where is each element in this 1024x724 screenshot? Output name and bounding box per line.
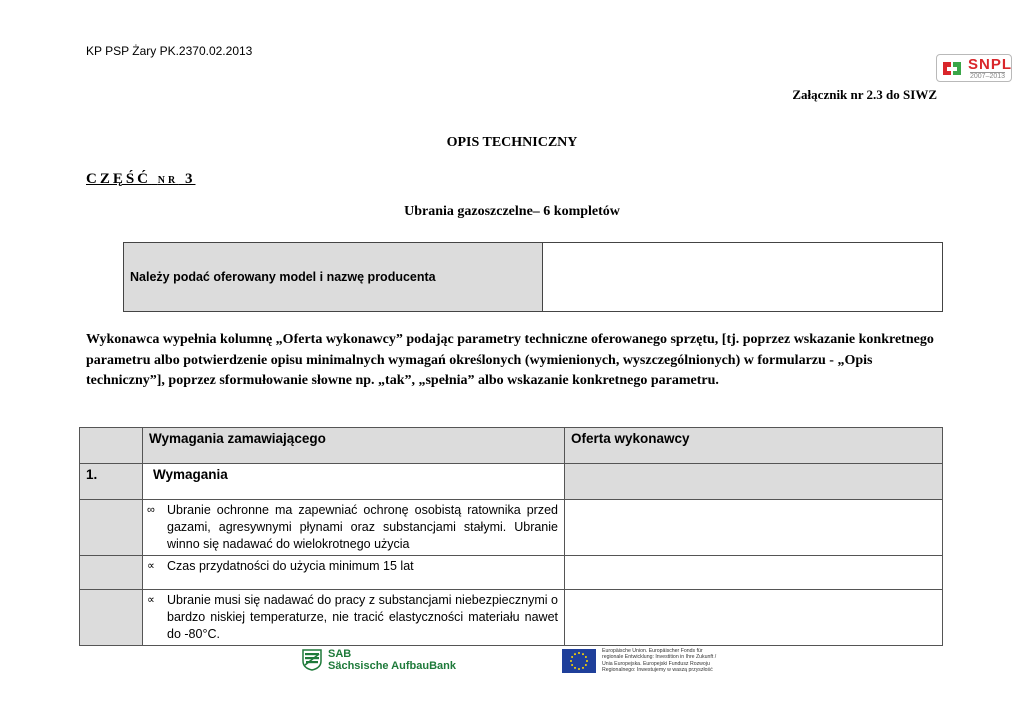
model-answer-field[interactable]: [543, 243, 943, 312]
section-offer-cell: [565, 464, 943, 500]
row-number-cell: [80, 590, 143, 646]
section-number: 1.: [80, 464, 143, 500]
snpl-mark-icon: [941, 59, 963, 78]
requirement-text: Ubranie ochronne ma zapewniać ochronę osobistą ratownika przed gazami, agresywnymi płynami oraz substancjami stałymi. Ubranie winno się nadawać do wielokrotnego użycia: [167, 503, 558, 551]
sab-logo-line1: SAB: [328, 647, 352, 660]
snpl-logo-years: 2007–2013: [970, 73, 1006, 80]
document-reference: KP PSP Żary PK.2370.02.2013: [86, 44, 253, 58]
model-prompt: Należy podać oferowany model i nazwę producenta: [124, 243, 543, 312]
eu-flag-icon: [562, 649, 596, 673]
header-requirements: Wymagania zamawiającego: [143, 428, 565, 464]
eu-text-line: Regionalnego: Inwestujemy w waszą przyszłość: [602, 666, 713, 673]
document-subtitle: Ubrania gazoszczelne– 6 kompletów: [404, 204, 620, 219]
requirement-cell: [143, 590, 565, 646]
attachment-label: Załącznik nr 2.3 do SIWZ: [792, 87, 937, 102]
part-number: 3: [184, 171, 196, 187]
eu-text-line: Unia Europejska. Europejski Fundusz Rozwoju: [602, 660, 710, 667]
table-row: [80, 590, 943, 646]
offer-input-cell[interactable]: [565, 500, 943, 556]
table-header-row: [80, 428, 943, 464]
sab-logo-line2: Sächsische AufbauBank: [328, 659, 456, 672]
row-number-cell: [80, 500, 143, 556]
section-row: [80, 464, 943, 500]
snpl-logo-text: SNPL: [968, 56, 1013, 73]
instructions: Wykonawca wypełnia kolumnę „Oferta wykonawcy” podając parametry techniczne oferowanego sprzętu, [tj. poprzez wskazanie konkretnego parametru albo potwierdzenie opisu minimalnych wymagań określonych (wymienionych, wyszczególnionych) w formularzu - „Opis techniczny”], poprzez sformułowanie słowne np. „tak”, „spełnia” albo wskazanie konkretnego parametru.: [86, 332, 934, 388]
sab-shield-icon: [302, 649, 322, 671]
eu-text-line: regionale Entwicklung: Investition in Ihre Zukunft /: [602, 654, 717, 661]
requirement-cell: [143, 500, 565, 556]
sab-logo: [302, 648, 456, 672]
section-title: Wymagania: [143, 464, 565, 500]
part-word: CZĘŚĆ: [86, 171, 152, 187]
part-nr: NR: [157, 175, 179, 186]
offer-input-cell[interactable]: [565, 590, 943, 646]
table-row: [80, 500, 943, 556]
row-number-cell: [80, 556, 143, 590]
requirement-cell: [143, 556, 565, 590]
bullet-icon: ∝: [147, 560, 155, 572]
part-label: [86, 171, 195, 188]
bullet-icon: ∝: [147, 594, 155, 606]
table-row: [80, 556, 943, 590]
eu-text-line: Europäische Union. Europäischer Fonds für: [602, 648, 703, 654]
document-title: OPIS TECHNICZNY: [446, 135, 578, 150]
bullet-icon: ∞: [147, 504, 155, 516]
eu-logo: [562, 648, 716, 673]
header-empty-cell: [80, 428, 143, 464]
requirement-text: Czas przydatności do użycia minimum 15 lat: [167, 559, 414, 573]
model-table: [123, 242, 943, 312]
offer-input-cell[interactable]: [565, 556, 943, 590]
snpl-logo: [936, 54, 1012, 82]
header-offer: Oferta wykonawcy: [565, 428, 943, 464]
requirements-table: [79, 427, 943, 646]
requirement-text: Ubranie musi się nadawać do pracy z substancjami niebezpiecznymi o bardzo niskiej temperaturze, nie tracić elastyczności materiału nawet do -80°C.: [167, 593, 558, 641]
